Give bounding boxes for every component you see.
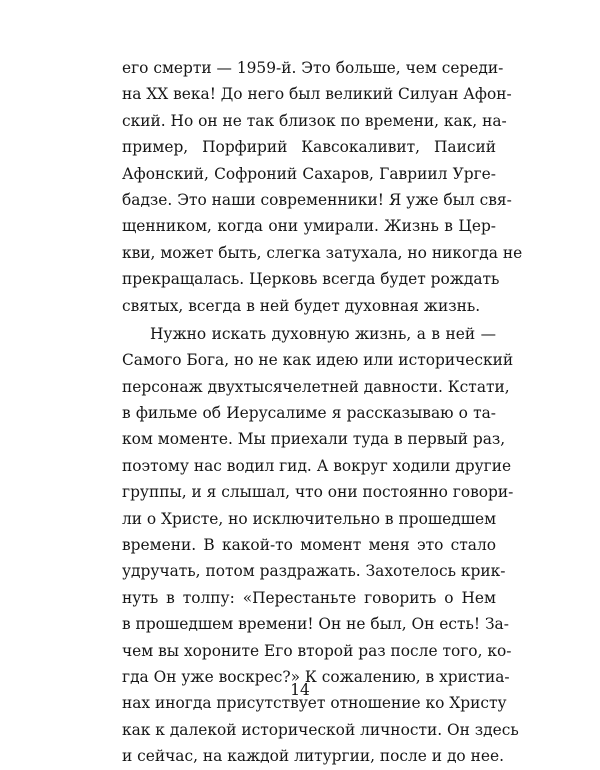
text-line: поэтому нас водил гид. А вокруг ходили другие <box>122 456 512 475</box>
text-line: щенником, когда они умирали. Жизнь в Цер- <box>122 217 496 236</box>
text-line: бадзе. Это наши современники! Я уже был свя- <box>122 190 512 209</box>
text-line: кви, может быть, слегка затухала, но никогда не <box>122 243 523 262</box>
text-line: нах иногда присутствует отношение ко Христу <box>122 694 507 713</box>
text-line: в фильме об Иерусалиме я рассказываю о та- <box>122 404 496 423</box>
text-line: Афонский, Софроний Сахаров, Гавриил Ургe- <box>122 164 496 183</box>
text-line: гда Он уже воскрес?» К сожалению, в христиа- <box>122 667 510 686</box>
text-line: ский. Но он не так близок по времени, как, на- <box>122 111 507 130</box>
text-line: пример, Порфирий Кавсокаливит, Паисий <box>122 138 496 157</box>
text-line: и сейчас, на каждой литургии, после и до нее. <box>122 747 504 766</box>
text-line: на XX века! До него был великий Силуан Афон- <box>122 85 512 104</box>
text-line: удручать, потом раздражать. Захотелось крик- <box>122 562 506 581</box>
text-line: его смерти — 1959-й. Это больше, чем середи- <box>122 59 504 77</box>
page-number: 14 <box>290 681 310 699</box>
text-line: ком моменте. Мы приехали туда в первый раз, <box>122 430 506 449</box>
text-line: святых, всегда в ней будет духовная жизнь. <box>122 296 481 315</box>
text-line: прекращалась. Церковь всегда будет рождать <box>122 270 500 289</box>
text-line: Нужно искать духовную жизнь, а в ней — <box>150 324 496 343</box>
text-line: как к далекой исторической личности. Он здесь <box>122 720 519 739</box>
paragraph-1 <box>122 55 523 319</box>
text-line: ли о Христе, но исключительно в прошедшем <box>122 509 497 528</box>
text-line: времени. В какой-то момент меня это стало <box>122 536 496 555</box>
text-line: нуть в толпу: «Перестаньте говорить о Нем <box>122 588 496 607</box>
text-line: в прошедшем времени! Он не был, Он есть! За- <box>122 615 509 634</box>
text-line: персонаж двухтысячелетней давности. Кстати, <box>122 377 510 396</box>
text-line: Самого Бога, но не как идею или исторический <box>122 351 514 370</box>
text-line: чем вы хороните Его второй раз после того, ко- <box>122 641 512 660</box>
text-line: группы, и я слышал, что они постоянно говори- <box>122 483 514 502</box>
paragraph-2 <box>122 321 519 770</box>
body-text <box>122 55 523 770</box>
